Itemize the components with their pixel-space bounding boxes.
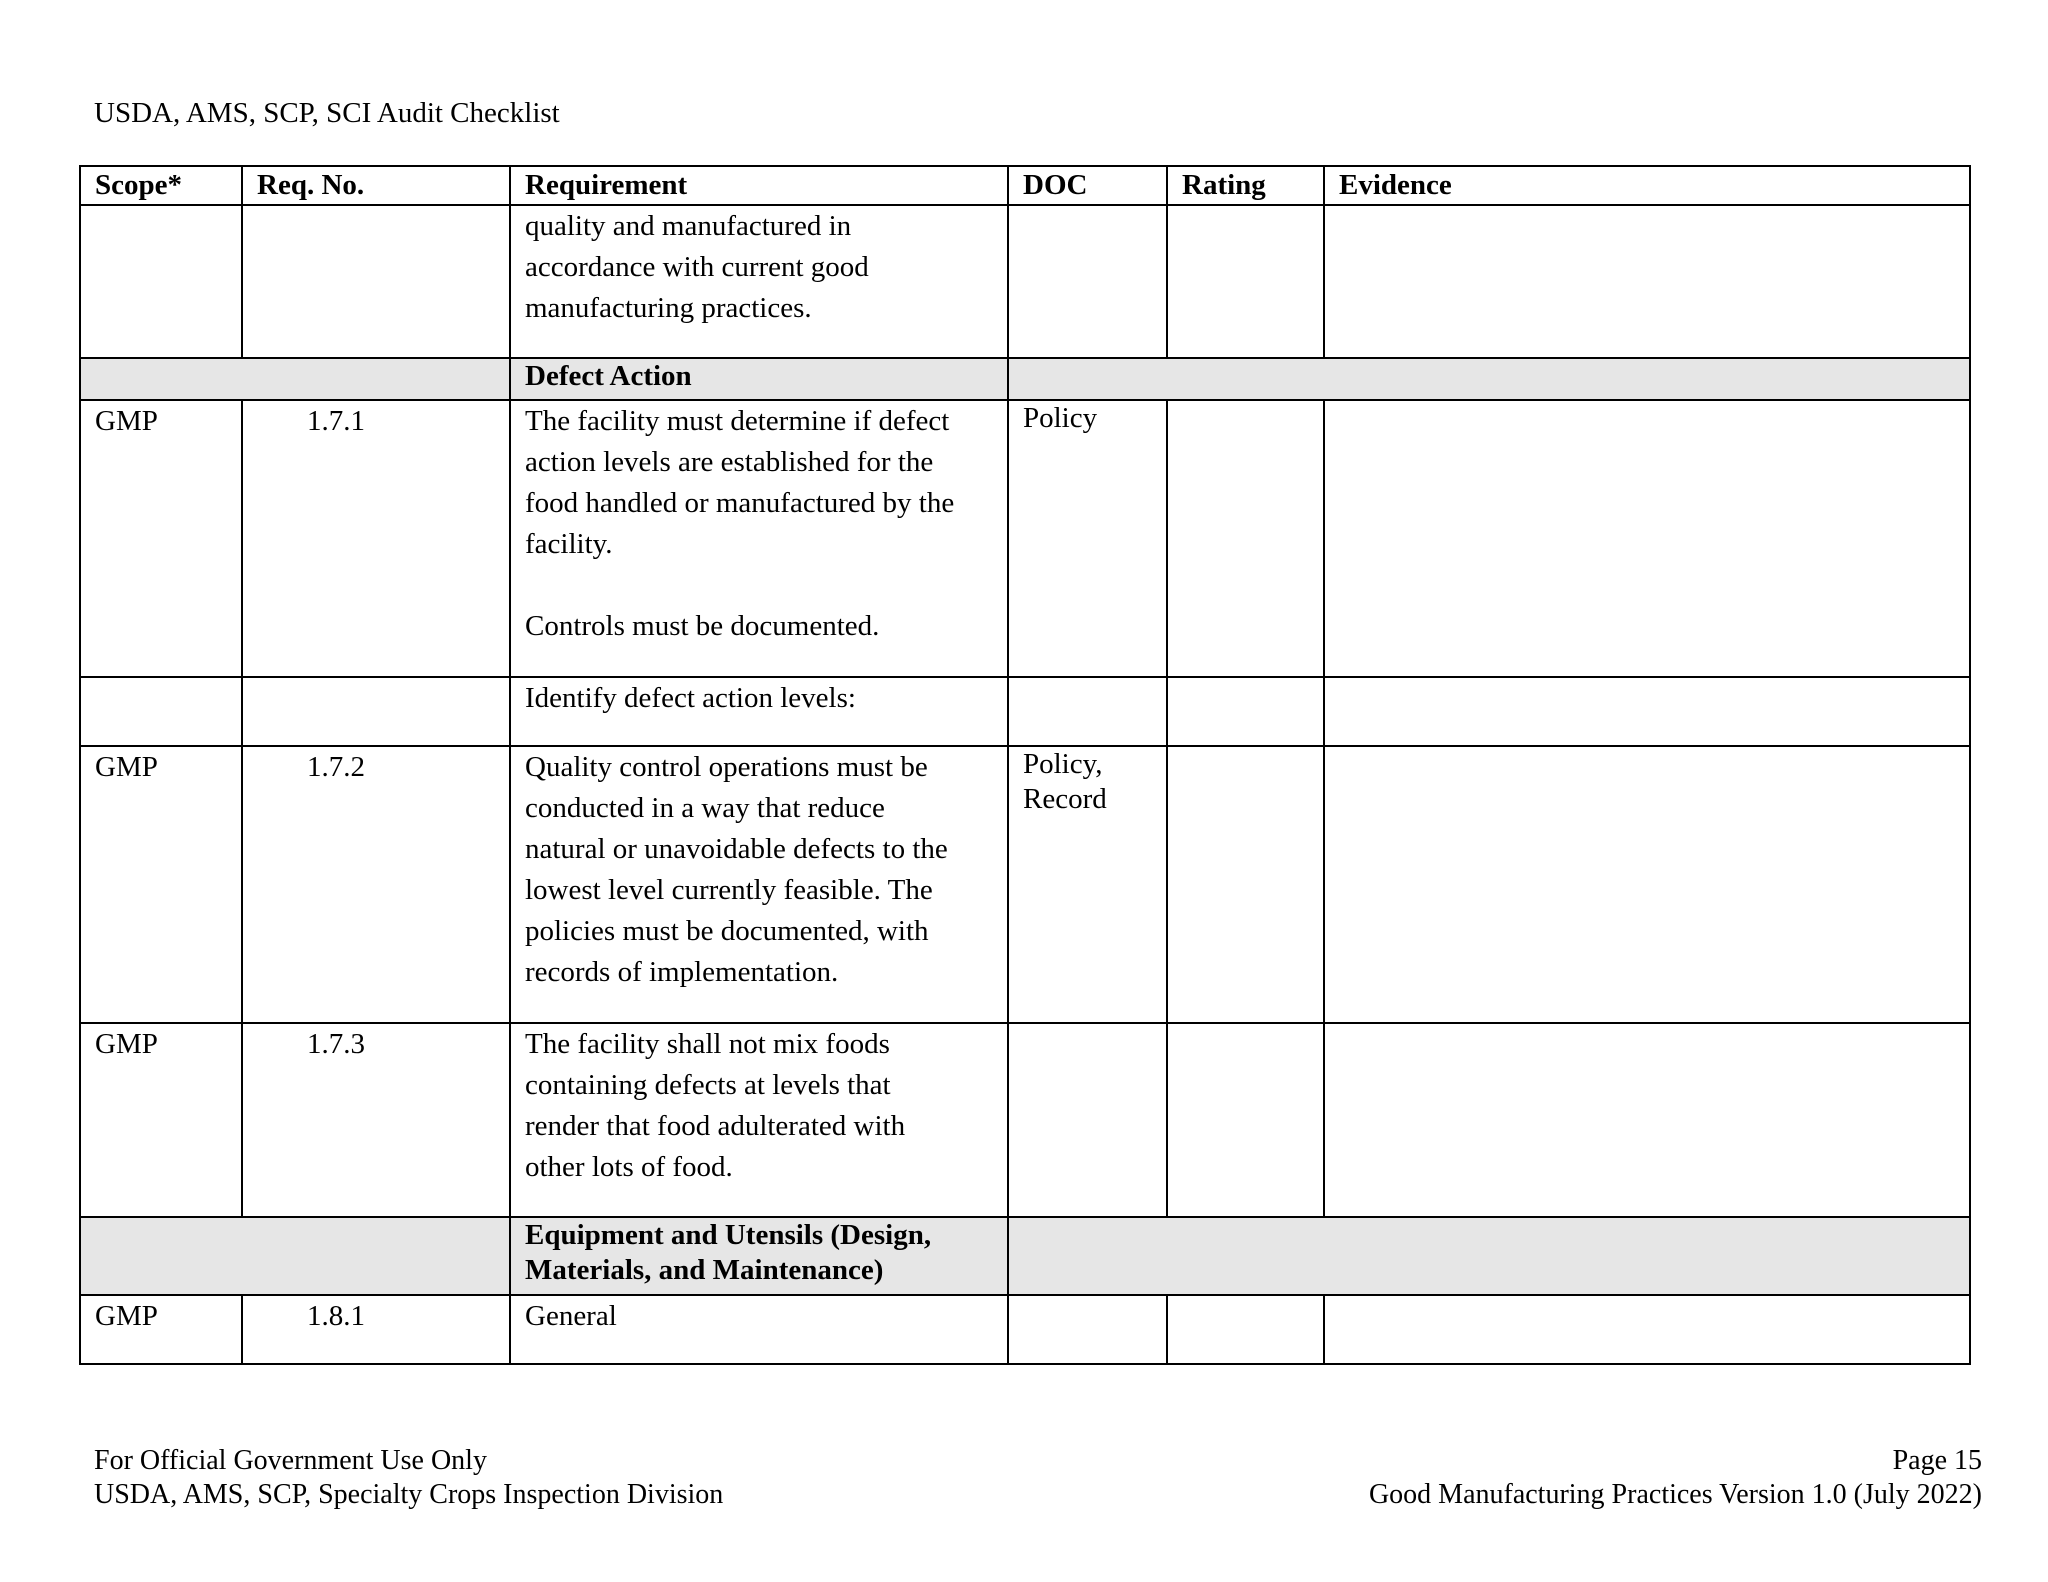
evidence-cell — [1324, 677, 1970, 746]
req-no-cell: 1.7.2 — [242, 746, 510, 1023]
requirement-cell: General — [510, 1295, 1008, 1364]
column-header-scope: Scope* — [80, 166, 242, 205]
evidence-cell — [1324, 1295, 1970, 1364]
rating-cell — [1167, 746, 1324, 1023]
rating-cell — [1167, 1023, 1324, 1217]
document-header-title: USDA, AMS, SCP, SCI Audit Checklist — [94, 97, 560, 129]
doc-cell — [1008, 205, 1167, 358]
table-row — [80, 400, 1970, 677]
rating-cell — [1167, 205, 1324, 358]
rating-cell — [1167, 677, 1324, 746]
req-no-cell — [242, 677, 510, 746]
scope-cell — [80, 677, 242, 746]
column-header-evidence: Evidence — [1324, 166, 1970, 205]
doc-cell: Policy, Record — [1008, 746, 1167, 1023]
requirement-cell: The facility must determine if defect action levels are established for the food handled or manufactured by the facility. Controls must be documented. — [510, 400, 1008, 677]
req-no-cell: 1.8.1 — [242, 1295, 510, 1364]
section-row-equipment-and-utensils — [80, 1217, 1970, 1295]
footer-division: USDA, AMS, SCP, Specialty Crops Inspection Division — [94, 1479, 724, 1510]
footer-usage-notice: For Official Government Use Only — [94, 1445, 487, 1476]
requirement-cell: Quality control operations must be conducted in a way that reduce natural or unavoidable defects to the lowest level currently feasible. The policies must be documented, with records of implementation. — [510, 746, 1008, 1023]
evidence-cell — [1324, 1023, 1970, 1217]
table-row — [80, 746, 1970, 1023]
rating-cell — [1167, 400, 1324, 677]
audit-checklist-table — [79, 165, 1971, 1365]
doc-cell: Policy — [1008, 400, 1167, 677]
table-row — [80, 1023, 1970, 1217]
table-header-row — [80, 166, 1970, 205]
column-header-rating: Rating — [1167, 166, 1324, 205]
doc-cell — [1008, 1295, 1167, 1364]
table-row — [80, 677, 1970, 746]
requirement-cell: The facility shall not mix foods containing defects at levels that render that food adulterated with other lots of food. — [510, 1023, 1008, 1217]
table-row — [80, 1295, 1970, 1364]
req-no-cell — [242, 205, 510, 358]
section-title: Equipment and Utensils (Design, Materials, and Maintenance) — [510, 1217, 1008, 1295]
scope-cell: GMP — [80, 746, 242, 1023]
column-header-requirement: Requirement — [510, 166, 1008, 205]
req-no-cell: 1.7.1 — [242, 400, 510, 677]
req-no-cell: 1.7.3 — [242, 1023, 510, 1217]
page-number: Page 15 — [1892, 1445, 1982, 1476]
doc-cell — [1008, 1023, 1167, 1217]
evidence-cell — [1324, 205, 1970, 358]
doc-cell — [1008, 677, 1167, 746]
evidence-cell — [1324, 746, 1970, 1023]
section-row-defect-action — [80, 358, 1970, 400]
scope-cell — [80, 205, 242, 358]
table-row — [80, 205, 1970, 358]
requirement-cell: Identify defect action levels: — [510, 677, 1008, 746]
column-header-doc: DOC — [1008, 166, 1167, 205]
footer-version: Good Manufacturing Practices Version 1.0 (July 2022) — [1368, 1479, 1982, 1510]
evidence-cell — [1324, 400, 1970, 677]
scope-cell: GMP — [80, 1023, 242, 1217]
footer-right — [1369, 1444, 1982, 1512]
scope-cell: GMP — [80, 400, 242, 677]
footer-left — [94, 1444, 723, 1512]
section-title: Defect Action — [510, 358, 1008, 400]
column-header-req-no: Req. No. — [242, 166, 510, 205]
requirement-cell: quality and manufactured in accordance with current good manufacturing practices. — [510, 205, 1008, 358]
scope-cell: GMP — [80, 1295, 242, 1364]
rating-cell — [1167, 1295, 1324, 1364]
